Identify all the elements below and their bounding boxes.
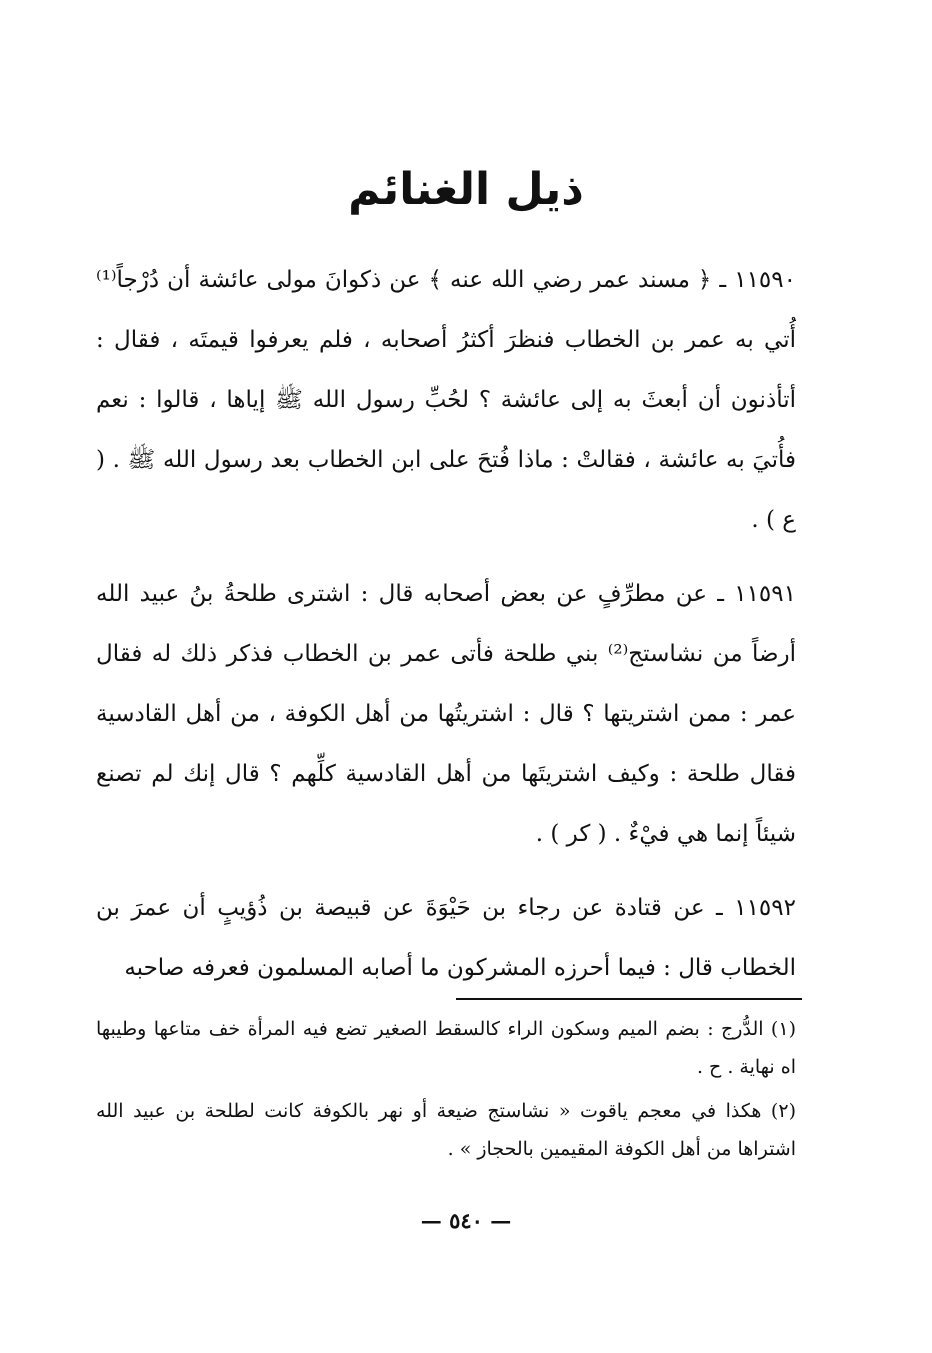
hadith-paragraph-11592: ١١٥٩٢ ـ عن قتادة عن رجاء بن حَيْوَةَ عن قبيصة بن ذُؤيبٍ أن عمرَ بن الخطاب قال : فيما أحرزه المشركون ما أصابه المسلمون فعرفه صاحبه <box>96 895 796 981</box>
footnote-1: (١) الدُّرج : بضم الميم وسكون الراء كالسقط الصغير تضع فيه المرأة خف متاعها وطيبها اه نهاية . ح . <box>96 1018 796 1078</box>
page-number: — ٥٤٠ — <box>420 1208 512 1233</box>
chapter-title: ذيل الغنائم <box>348 164 584 215</box>
hadith-paragraph-11590: ١١٥٩٠ ـ ﴿ مسند عمر رضي الله عنه ﴾ عن ذكوانَ مولى عائشة أن دُرْجاً⁽¹⁾ أُتي به عمر بن الخطاب فنظرَ أكثرُ أصحابه ، فلم يعرفوا قيمتَه ، فقال : أتأذنون أن أبعثَ به إلى عائشة ؟ لحُبِّ رسول الله ﷺ إياها ، قالوا : نعم فأُتيَ به عائشة ، فقالتْ : ماذا فُتحَ على ابن الخطاب بعد رسول الله ﷺ . ( ع ) . <box>96 267 796 533</box>
footnote-separator <box>456 998 802 1000</box>
main-text <box>96 250 796 998</box>
footnote-2: (٢) هكذا في معجم ياقوت « نشاستج ضيعة أو نهر بالكوفة كانت لطلحة بن عبيد الله اشتراها من أهل الكوفة المقيمين بالحجاز » . <box>96 1100 796 1160</box>
footnotes <box>96 1010 796 1168</box>
hadith-paragraph-11591: ١١٥٩١ ـ عن مطرِّفٍ عن بعض أصحابه قال : اشترى طلحةُ بنُ عبيد الله أرضاً من نشاستج⁽²⁾ بني طلحة فأتى عمر بن الخطاب فذكر ذلك له فقال عمر : ممن اشتريتها ؟ قال : اشتريتُها من أهل الكوفة ، من أهل القادسية فقال طلحة : وكيف اشتريتَها من أهل القادسية كلِّهم ؟ قال إنك لم تصنع شيئاً إنما هي فيْءٌ . ( كر ) . <box>96 581 796 847</box>
